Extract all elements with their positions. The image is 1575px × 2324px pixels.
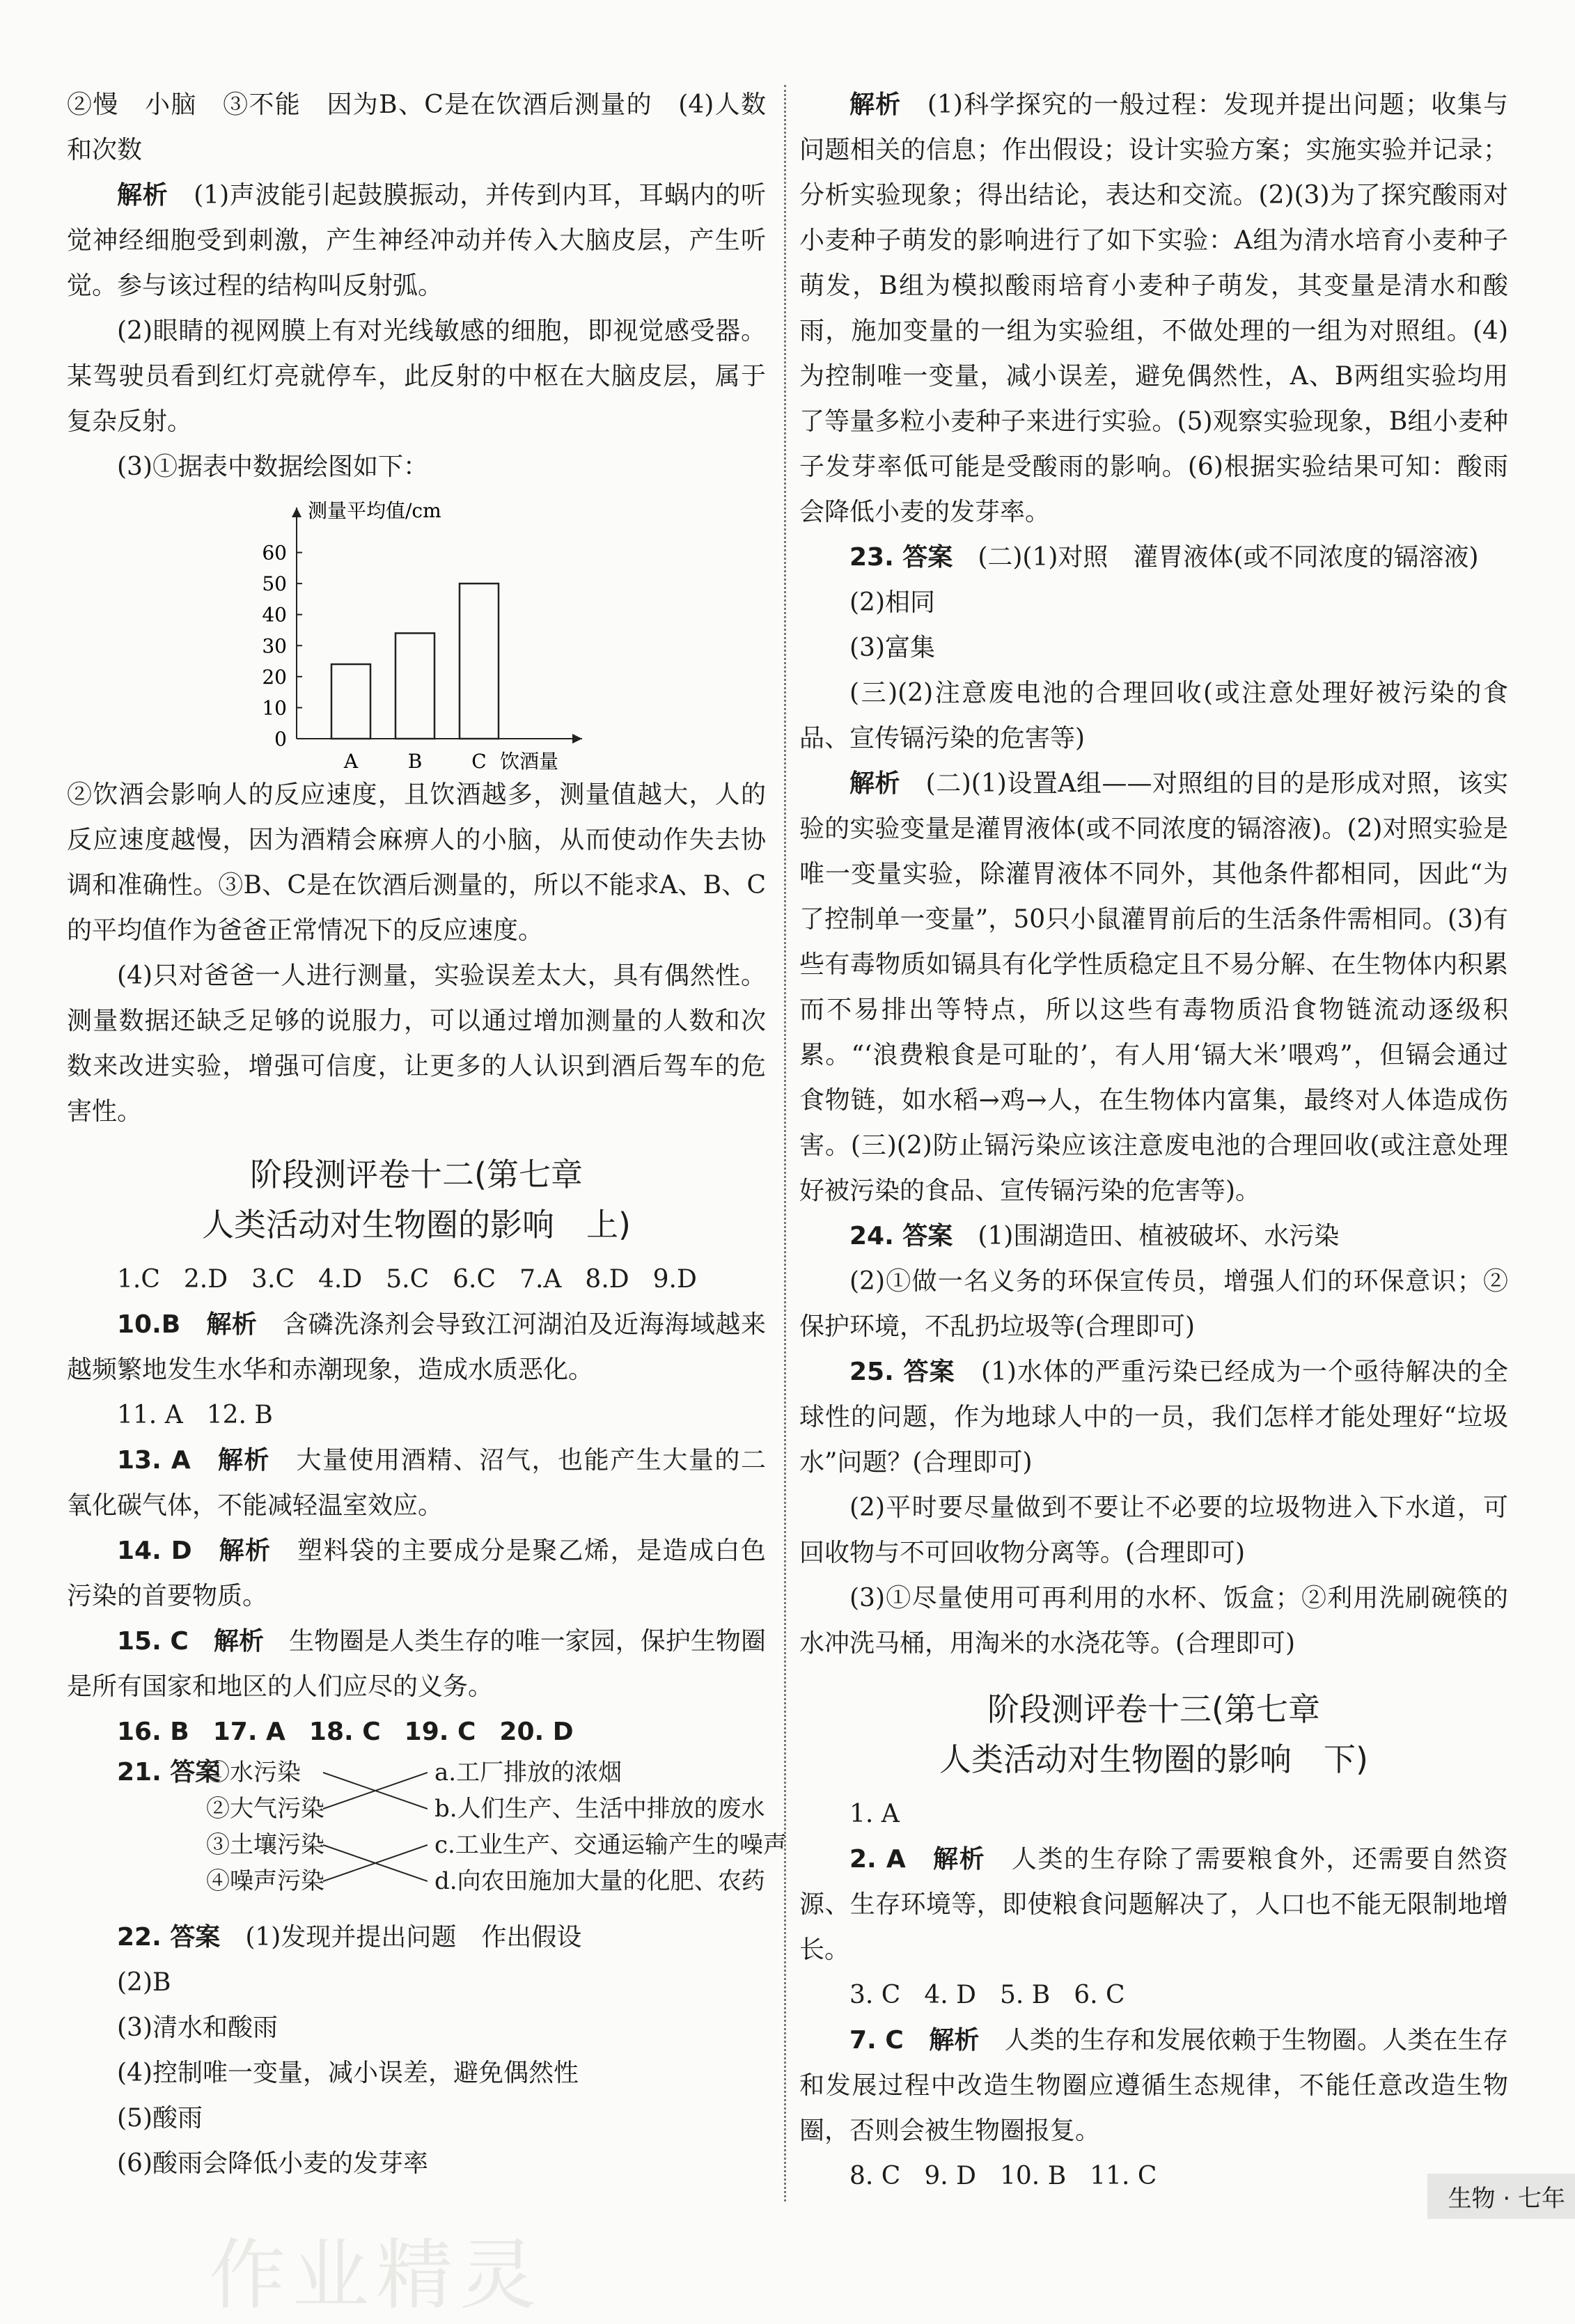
x-axis-arrow xyxy=(572,734,582,744)
match-lines xyxy=(323,1754,428,1901)
bar-chart xyxy=(248,494,610,772)
answer-item: 2. A 解析 人类的生存除了需要粮食外，还需要自然资源、生存环境等，即使粮食问题解决了，人口也不能无限制地增长。 xyxy=(799,1845,1508,1964)
answer-row: 11. A 12. B xyxy=(117,1401,273,1429)
analysis-paragraph: (3)①据表中数据绘图如下： xyxy=(117,453,428,481)
x-tick-label: A xyxy=(343,750,359,772)
bar-C xyxy=(460,583,499,739)
answer-line: (3)①尽量使用可再利用的水杯、饭盒；②利用洗刷碗筷的水冲洗马桶，用淘米的水浇花等。(合理即可) xyxy=(799,1584,1508,1658)
match-right-item: d.向农田施加大量的化肥、农药 xyxy=(434,1867,765,1895)
answer-line: (5)酸雨 xyxy=(117,2104,203,2133)
analysis-paragraph: (2)眼睛的视网膜上有对光线敏感的细胞，即视觉感受器。某驾驶员看到红灯亮就停车，此反射的中枢在大脑皮层，属于复杂反射。 xyxy=(67,317,766,436)
answer-item: 13. A 解析 大量使用酒精、沼气，也能产生大量的二氧化碳气体，不能减轻温室效应。 xyxy=(67,1446,766,1520)
match-right-item: c.工业生产、交通运输产生的噪声 xyxy=(434,1831,787,1859)
answer-line: (4)控制唯一变量，减小误差，避免偶然性 xyxy=(117,2059,579,2087)
answer-line: (2)相同 xyxy=(849,588,935,617)
y-tick-label: 40 xyxy=(262,603,287,627)
answer-line: (3)富集 xyxy=(849,634,935,662)
analysis-paragraph: ②饮酒会影响人的反应速度，且饮酒越多，测量值越大，人的反应速度越慢，因为酒精会麻痹人的小脑，从而使动作失去协调和准确性。③B、C是在饮酒后测量的，所以不能求A、B、C的平均值作为爸爸正常情况下的反应速度。 xyxy=(67,780,766,945)
answer-line: 1. A xyxy=(849,1800,900,1828)
y-axis-label: 测量平均值/cm xyxy=(308,499,441,522)
y-tick-label: 10 xyxy=(262,696,287,720)
answer-row: 3. C 4. D 5. B 6. C xyxy=(849,1981,1125,2009)
y-tick-label: 50 xyxy=(262,572,287,596)
answer-item: 14. D 解析 塑料袋的主要成分是聚乙烯，是造成白色污染的首要物质。 xyxy=(67,1537,766,1610)
x-axis-label: 饮酒量 xyxy=(500,750,559,772)
section-title: 阶段测评卷十三(第七章 人类活动对生物圈的影响 下) xyxy=(939,1690,1368,1778)
analysis-paragraph: 解析 (1)声波能引起鼓膜振动，并传到内耳，耳蜗内的听觉神经细胞受到刺激，产生神经冲动并传入大脑皮层，产生听觉。参与该过程的结构叫反射弧。 xyxy=(67,181,766,300)
answer-item: 24. 答案 (1)围湖造田、植被破坏、水污染 xyxy=(849,1222,1340,1250)
match-right-item: b.人们生产、生活中排放的废水 xyxy=(434,1795,765,1823)
left-column xyxy=(67,82,787,2186)
match-left-item: ②大气污染 xyxy=(206,1795,324,1823)
match-left-item: ①水污染 xyxy=(206,1759,301,1787)
x-tick-label: B xyxy=(407,750,423,772)
analysis-paragraph: 解析 (1)科学探究的一般过程：发现并提出问题；收集与问题相关的信息；作出假设；设计实验方案；实施实验并记录；分析实验现象；得出结论，表达和交流。(2)(3)为了探究酸雨对小麦种子萌发的影响进行了如下实验：A组为清水培育小麦种子萌发，B组为模拟酸雨培育小麦种子萌发，其变量是清水和酸雨，施加变量的一组为实验组，不做处理的一组为对照组。(4)为控制唯一变量，减小误差，避免偶然性，A、B两组实验均用了等量多粒小麦种子来进行实验。(5)观察实验现象，B组小麦种子发芽率低可能是受酸雨的影响。(6)根据实验结果可知：酸雨会降低小麦的发芽率。 xyxy=(799,91,1508,526)
answer-item: 15. C 解析 生物圈是人类生存的唯一家园，保护生物圈是所有国家和地区的人们应尽的义务。 xyxy=(67,1627,766,1701)
answer-line: (2)①做一名义务的环保宣传员，增强人们的环保意识；②保护环境，不乱扔垃圾等(合理即可) xyxy=(799,1267,1508,1341)
match-left-item: ④噪声污染 xyxy=(206,1867,324,1895)
match-right-item: a.工厂排放的浓烟 xyxy=(434,1759,622,1787)
answer-item: 7. C 解析 人类的生存和发展依赖于生物圈。人类在生存和发展过程中改造生物圈应遵循生态规律，不能任意改造生物圈，否则会被生物圈报复。 xyxy=(799,2026,1508,2145)
answer-line: (6)酸雨会降低小麦的发芽率 xyxy=(117,2149,428,2178)
y-axis-arrow xyxy=(292,508,301,517)
answer-item: 25. 答案 (1)水体的严重污染已经成为一个亟待解决的全球性的问题，作为地球人中的一员，我们怎样才能处理好“垃圾水”问题？(合理即可) xyxy=(799,1358,1508,1477)
match-left-item: ③土壤污染 xyxy=(206,1831,324,1859)
bar-A xyxy=(331,664,370,739)
answer-line: (3)清水和酸雨 xyxy=(117,2013,278,2042)
page-footer-label: 生物 · 七年 xyxy=(1427,2174,1575,2219)
answer-item: 22. 答案 (1)发现并提出问题 作出假设 xyxy=(117,1923,582,1952)
y-tick-label: 20 xyxy=(262,665,287,689)
analysis-paragraph: (4)只对爸爸一人进行测量，实验误差太大，具有偶然性。测量数据还缺乏足够的说服力，可以通过增加测量的人数和次数来改进实验，增强可信度，让更多的人认识到酒后驾车的危害性。 xyxy=(67,961,766,1126)
answer-line: (2)B xyxy=(117,1968,171,1997)
x-tick-label: C xyxy=(471,750,487,772)
y-tick-label: 30 xyxy=(262,634,287,658)
y-tick-label: 0 xyxy=(274,728,287,751)
answer-line: (2)平时要尽量做到不要让不必要的垃圾物进入下水道，可回收物与不可回收物分离等。(合理即可) xyxy=(799,1493,1508,1567)
analysis-paragraph: 解析 (二)(1)设置A组——对照组的目的是形成对照，该实验的实验变量是灌胃液体(或不同浓度的镉溶液)。(2)对照实验是唯一变量实验，除灌胃液体不同外，其他条件都相同，因此“为了控制单一变量”，50只小鼠灌胃前后的生活条件需相同。(3)有些有毒物质如镉具有化学性质稳定且不易分解、在生物体内积累而不易排出等特点，所以这些有毒物质沿食物链流动逐级积累。“‘浪费粮食是可耻的’，有人用‘镉大米’喂鸡”，但镉会通过食物链，如水稻→鸡→人，在生物体内富集，最终对人体造成伤害。(三)(2)防止镉污染应该注意废电池的合理回收(或注意处理好被污染的食品、宣传镉污染的危害等)。 xyxy=(799,769,1508,1205)
answer-row: 8. C 9. D 10. B 11. C xyxy=(849,2162,1157,2190)
answer-row: 1.C 2.D 3.C 4.D 5.C 6.C 7.A 8.D 9.D xyxy=(117,1265,697,1294)
answer-line: (三)(2)注意废电池的合理回收(或注意处理好被污染的食品、宣传镉污染的危害等) xyxy=(799,679,1508,753)
y-tick-label: 60 xyxy=(262,541,287,565)
match-left-list xyxy=(206,1754,324,1899)
answer-item: 10.B 解析 含磷洗涤剂会导致江河湖泊及近海海域越来越频繁地发生水华和赤潮现象，造成水质恶化。 xyxy=(67,1310,766,1384)
bar-B xyxy=(395,633,434,739)
match-right-list xyxy=(434,1754,787,1899)
answer-line: ②慢 小脑 ③不能 因为B、C是在饮酒后测量的 (4)人数和次数 xyxy=(67,91,766,164)
answer-row: 16. B 17. A 18. C 19. C 20. D xyxy=(117,1718,574,1746)
matching-question: 21. 答案 ①水污染 ②大气污染 ③土壤污染 ④噪声污染 a.工厂排放的浓烟 b.人们生产、生活中排放的废水 c.工业生产、交通运输产生的噪声 d.向农田施加大量的化肥、农药 xyxy=(67,1754,766,1915)
answer-item: 23. 答案 (二)(1)对照 灌胃液体(或不同浓度的镉溶液) xyxy=(849,543,1479,572)
section-title: 阶段测评卷十二(第七章 人类活动对生物圈的影响 上) xyxy=(202,1156,631,1243)
right-column xyxy=(799,82,1508,2199)
watermark: 作业精灵 xyxy=(209,2231,543,2320)
